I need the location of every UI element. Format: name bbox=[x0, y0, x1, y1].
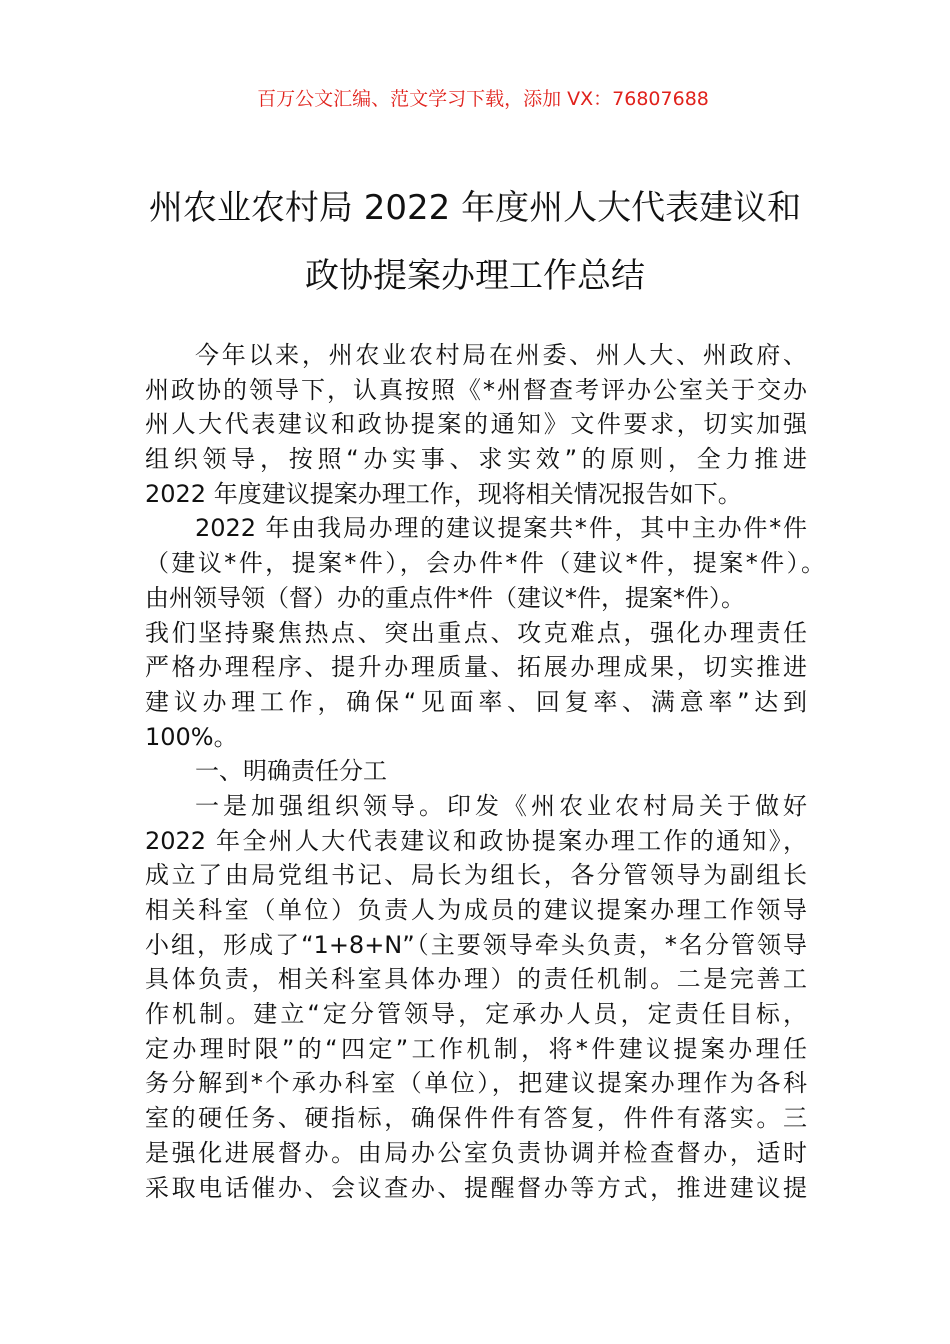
body-text-line: 定办理时限”的“四定”工作机制，将*件建议提案办理任 bbox=[145, 1034, 807, 1063]
body-text-line: 100%。 bbox=[145, 722, 238, 751]
body-text-line: 是强化进展督办。由局办公室负责协调并检查督办，适时 bbox=[145, 1138, 807, 1167]
body-text-line: 成立了由局党组书记、局长为组长，各分管领导为副组长 bbox=[145, 861, 807, 890]
body-text-line: 相关科室（单位）负责人为成员的建议提案办理工作领导 bbox=[145, 896, 807, 924]
body-text-line: 由州领导领（督）办的重点件*件（建议*件，提案*件）。 bbox=[145, 583, 745, 612]
body-text-line: 室的硬任务、硬指标，确保件件有答复，件件有落实。三 bbox=[145, 1104, 807, 1133]
document-title-line-1: 州农业农村局 2022 年度州人大代表建议和 bbox=[148, 188, 802, 228]
body-text-line: 作机制。建立“定分管领导，定承办人员，定责任目标， bbox=[145, 1000, 807, 1029]
body-text-line: 严格办理程序、提升办理质量、拓展办理成果，切实推进 bbox=[145, 653, 807, 682]
body-text-line: 州政协的领导下，认真按照《*州督查考评办公室关于交办 bbox=[145, 375, 807, 404]
body-text-line: 2022 年度建议提案办理工作，现将相关情况报告如下。 bbox=[145, 479, 742, 508]
document-body bbox=[145, 338, 825, 1205]
body-text-line: 组织领导，按照“办实事、求实效”的原则，全力推进 bbox=[145, 445, 807, 474]
body-text-line: 2022 年全州人大代表建议和政协提案办理工作的通知》， bbox=[145, 826, 807, 855]
body-text-line: 采取电话催办、会议查办、提醒督办等方式，推进建议提 bbox=[145, 1173, 807, 1202]
body-text-line: 今年以来，州农业农村局在州委、州人大、州政府、 bbox=[195, 341, 807, 369]
body-text-line: 州人大代表建议和政协提案的通知》文件要求，切实加强 bbox=[145, 410, 807, 439]
body-text-line: 一、明确责任分工 bbox=[195, 757, 387, 786]
watermark-notice: 百万公文汇编、范文学习下载，添加 VX：76807688 bbox=[257, 88, 709, 110]
body-text-line: 建议办理工作，确保“见面率、回复率、满意率”达到 bbox=[145, 687, 807, 716]
body-text-line: （建议*件，提案*件），会办件*件（建议*件，提案*件）。 bbox=[145, 549, 825, 578]
document-title-line-2: 政协提案办理工作总结 bbox=[305, 256, 645, 296]
body-text-line: 2022 年由我局办理的建议提案共*件，其中主办件*件 bbox=[195, 514, 807, 543]
body-text-line: 务分解到*个承办科室（单位），把建议提案办理作为各科 bbox=[145, 1069, 807, 1098]
body-text-line: 小组，形成了“1+8+N”（主要领导牵头负责，*名分管领导 bbox=[145, 930, 807, 959]
body-text-line: 具体负责，相关科室具体办理）的责任机制。二是完善工 bbox=[145, 965, 807, 994]
body-text-line: 我们坚持聚焦热点、突出重点、攻克难点，强化办理责任 bbox=[145, 618, 807, 647]
body-text-line: 一是加强组织领导。印发《州农业农村局关于做好 bbox=[195, 791, 807, 820]
